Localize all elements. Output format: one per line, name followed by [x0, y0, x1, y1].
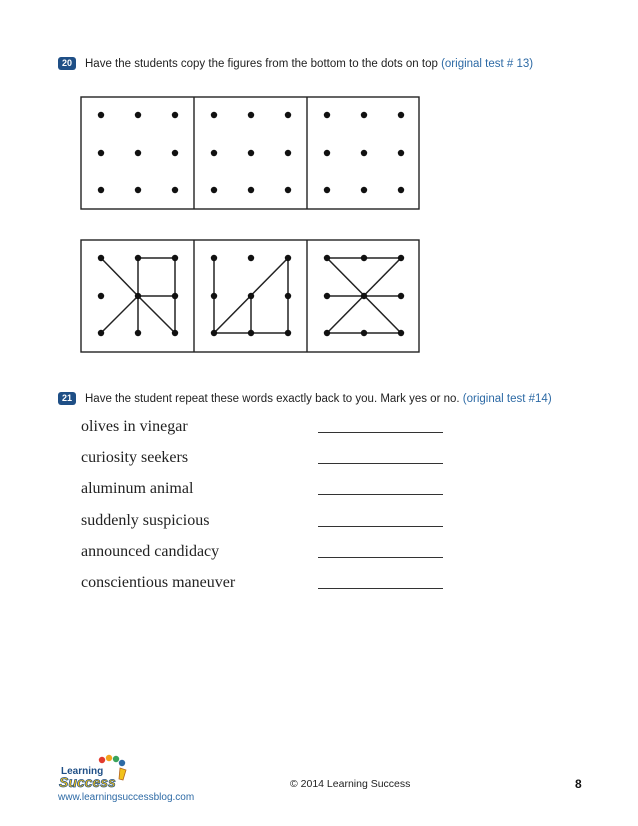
grid-dot — [285, 255, 291, 261]
grid-dot — [324, 293, 330, 299]
grid-dot — [248, 187, 254, 193]
grid-dot — [172, 330, 178, 336]
word-item — [81, 574, 461, 605]
grid-dot — [361, 187, 367, 193]
grid-dot — [248, 255, 254, 261]
grid-dot — [135, 330, 141, 336]
grid-dot — [135, 112, 141, 118]
grid-dot — [324, 330, 330, 336]
word-phrase: announced candidacy — [81, 542, 220, 560]
website-link[interactable]: www.learningsuccessblog.com — [58, 792, 195, 803]
grid-dot — [361, 150, 367, 156]
learning-success-logo — [58, 754, 130, 792]
word-phrase: olives in vinegar — [81, 418, 188, 435]
word-phrase: conscientious maneuver — [81, 573, 236, 591]
grid-dot — [172, 187, 178, 193]
word-item — [81, 480, 461, 511]
answer-line[interactable] — [318, 526, 443, 527]
grid-dot — [398, 187, 404, 193]
answer-line[interactable] — [318, 432, 443, 433]
grid-dot — [98, 187, 104, 193]
grid-dot — [172, 112, 178, 118]
original-test-reference: (original test # 13) — [441, 57, 534, 70]
grid-dot — [285, 112, 291, 118]
grid-dot — [211, 330, 217, 336]
grid-dot — [248, 150, 254, 156]
grid-dot — [398, 150, 404, 156]
grid-dot — [98, 293, 104, 299]
answer-line[interactable] — [318, 557, 443, 558]
grid-dot — [248, 293, 254, 299]
grid-dot — [285, 150, 291, 156]
grid-dot — [361, 293, 367, 299]
model-figures — [80, 239, 422, 355]
grid-dot — [211, 255, 217, 261]
grid-dot — [248, 330, 254, 336]
original-test-reference: (original test #14) — [462, 392, 552, 405]
grid-dot — [324, 255, 330, 261]
grid-dot — [361, 255, 367, 261]
question-21-prompt — [58, 392, 552, 405]
grid-dot — [98, 112, 104, 118]
grid-dot — [398, 330, 404, 336]
grid-dot — [398, 112, 404, 118]
word-phrase: suddenly suspicious — [81, 511, 210, 529]
question-instruction: Have the student repeat these words exactly back to you. Mark yes or no. — [85, 392, 460, 405]
page-number: 8 — [575, 777, 582, 791]
grid-dot — [135, 293, 141, 299]
grid-dot — [211, 112, 217, 118]
grid-dot — [398, 255, 404, 261]
grid-dot — [248, 112, 254, 118]
question-number-badge: 21 — [58, 392, 76, 405]
word-list — [81, 418, 461, 605]
word-item — [81, 449, 461, 480]
question-text — [85, 58, 533, 70]
answer-line[interactable] — [318, 494, 443, 495]
grid-dot — [211, 150, 217, 156]
answer-line[interactable] — [318, 463, 443, 464]
svg-text:Success: Success — [59, 774, 116, 790]
grid-dot — [135, 150, 141, 156]
question-text — [85, 393, 552, 405]
dot-grid-points — [98, 112, 404, 193]
answer-line[interactable] — [318, 588, 443, 589]
grid-dot — [285, 187, 291, 193]
svg-text:Learning: Learning — [61, 766, 104, 777]
word-item — [81, 543, 461, 574]
word-item — [81, 512, 461, 543]
grid-dot — [324, 187, 330, 193]
grid-dot — [324, 150, 330, 156]
word-phrase: aluminum animal — [81, 480, 194, 498]
grid-dot — [285, 330, 291, 336]
grid-dot — [172, 255, 178, 261]
grid-dot — [361, 112, 367, 118]
grid-dot — [211, 187, 217, 193]
grid-dot — [98, 150, 104, 156]
grid-dot — [285, 293, 291, 299]
question-number-badge: 20 — [58, 57, 76, 70]
question-20-prompt — [58, 57, 533, 70]
grid-dot — [324, 112, 330, 118]
copyright-notice: © 2014 Learning Success — [290, 778, 411, 790]
word-item — [81, 418, 461, 449]
grid-dot — [361, 330, 367, 336]
grid-dot — [135, 187, 141, 193]
grid-dot — [172, 150, 178, 156]
grid-dot — [98, 330, 104, 336]
question-instruction: Have the students copy the figures from the bottom to the dots on top — [85, 57, 438, 70]
grid-dot — [172, 293, 178, 299]
grid-dot — [398, 293, 404, 299]
grid-dot — [135, 255, 141, 261]
grid-dot — [98, 255, 104, 261]
grid-dot — [211, 293, 217, 299]
word-phrase: curiosity seekers — [81, 449, 189, 467]
empty-dot-grids — [80, 96, 422, 212]
